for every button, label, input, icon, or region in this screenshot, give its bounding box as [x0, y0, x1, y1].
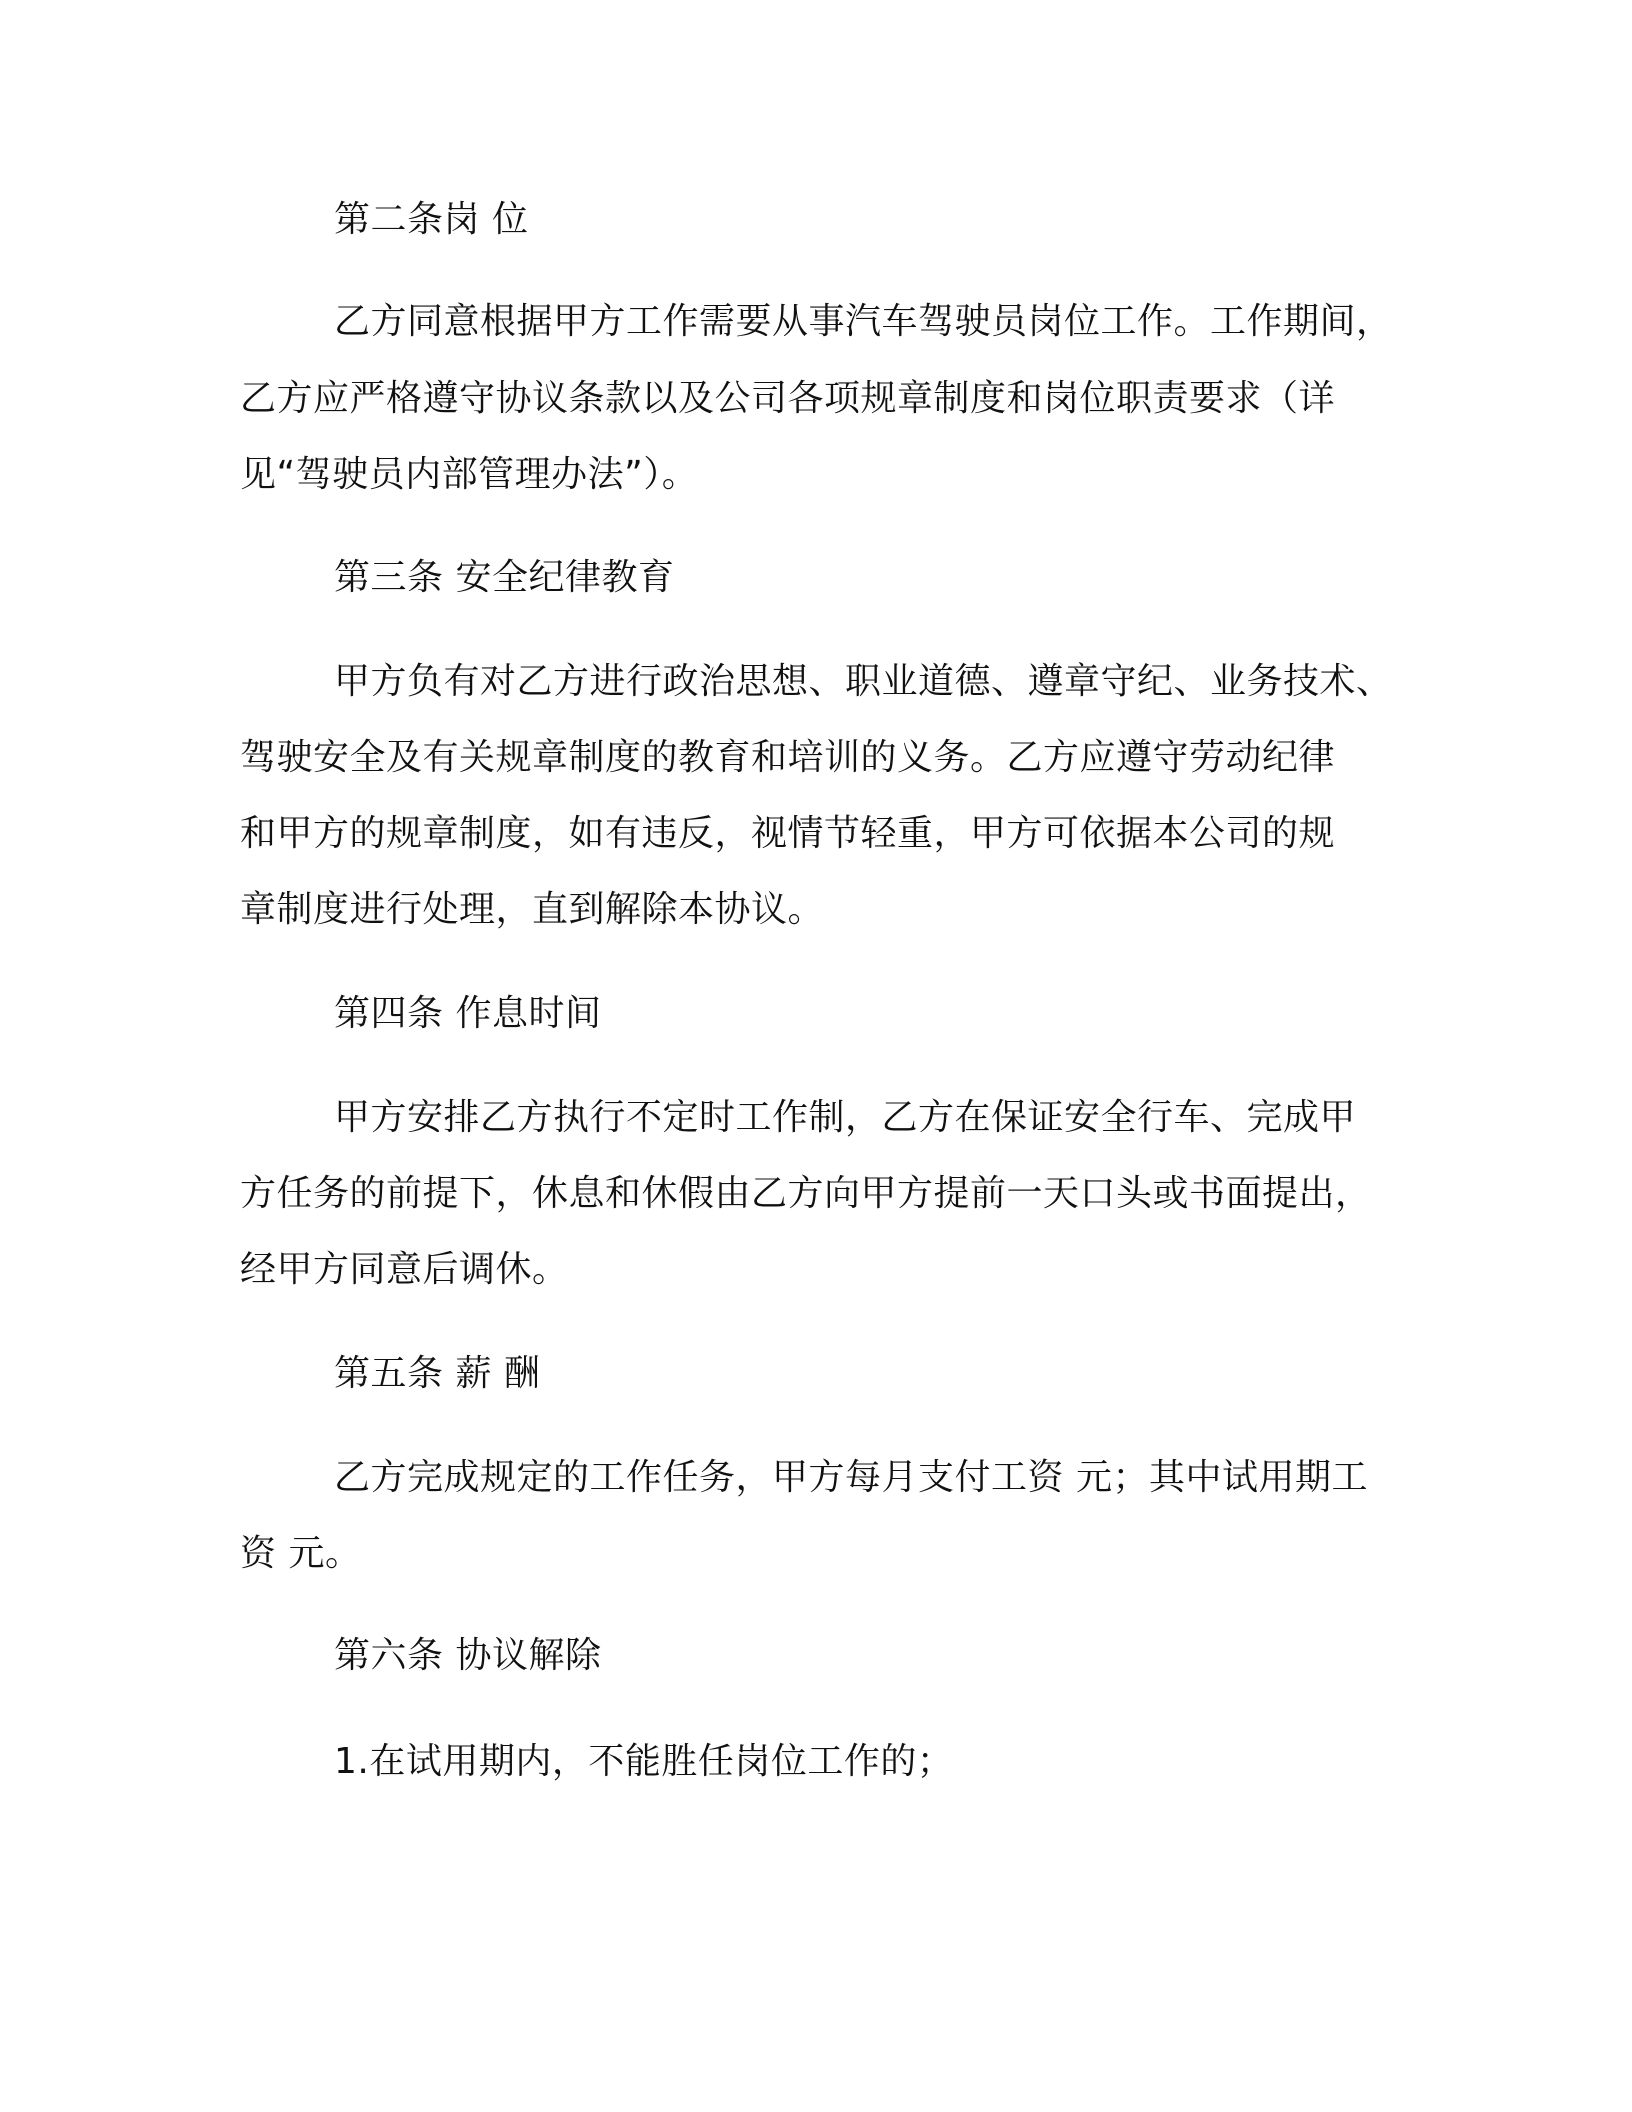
- section-heading: 第五条 薪 酬: [334, 1353, 541, 1394]
- section-heading: 第六条 协议解除: [334, 1635, 602, 1676]
- paragraph-line: 1.在试用期内，不能胜任岗位工作的；: [334, 1741, 954, 1782]
- paragraph-line: 和甲方的规章制度，如有违反，视情节轻重，甲方可依据本公司的规: [240, 813, 1336, 854]
- paragraph-line: 乙方应严格遵守协议条款以及公司各项规章制度和岗位职责要求（详: [240, 378, 1336, 419]
- paragraph-line: 驾驶安全及有关规章制度的教育和培训的义务。乙方应遵守劳动纪律: [240, 737, 1336, 778]
- section-heading: 第四条 作息时间: [334, 993, 602, 1034]
- paragraph-line: 方任务的前提下，休息和休假由乙方向甲方提前一天口头或书面提出，: [240, 1173, 1372, 1214]
- paragraph-line: 甲方负有对乙方进行政治思想、职业道德、遵章守纪、业务技术、: [334, 661, 1393, 702]
- paragraph-line: 资 元。: [240, 1533, 362, 1574]
- section-heading: 第三条 安全纪律教育: [334, 557, 675, 598]
- paragraph-line: 经甲方同意后调休。: [240, 1249, 569, 1290]
- paragraph-line: 甲方安排乙方执行不定时工作制，乙方在保证安全行车、完成甲: [334, 1097, 1357, 1138]
- section-heading: 第二条岗 位: [334, 199, 529, 240]
- paragraph-line: 乙方同意根据甲方工作需要从事汽车驾驶员岗位工作。工作期间，: [334, 301, 1393, 342]
- paragraph-line: 乙方完成规定的工作任务，甲方每月支付工资 元；其中试用期工: [334, 1457, 1368, 1498]
- paragraph-line: 章制度进行处理，直到解除本协议。: [240, 889, 825, 930]
- paragraph-line: 见“驾驶员内部管理办法”）。: [240, 454, 699, 495]
